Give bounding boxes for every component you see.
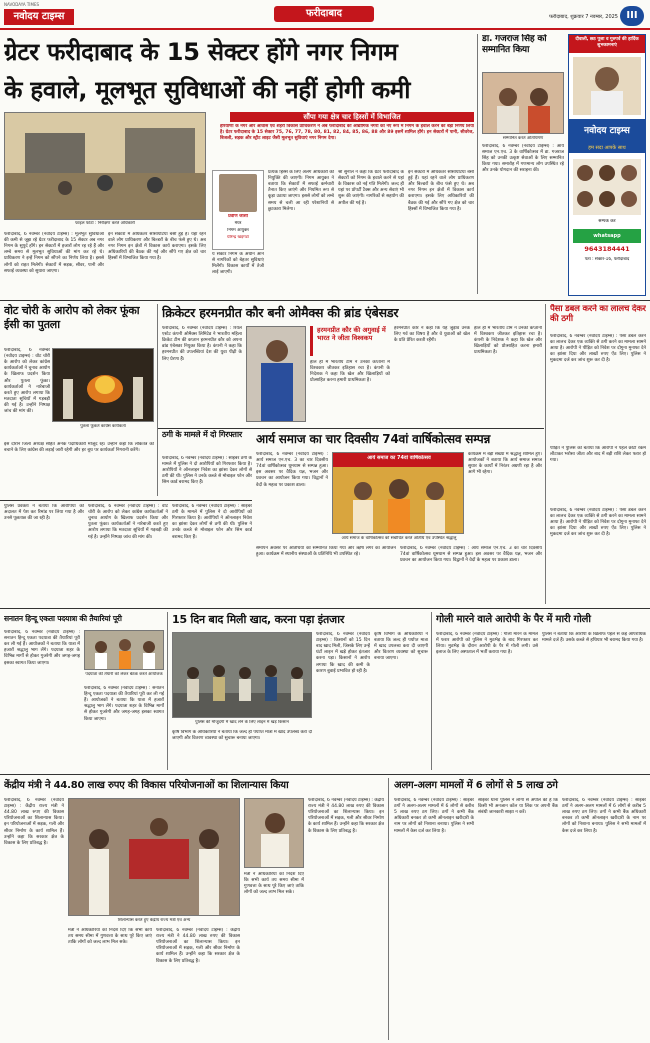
fraud-arrest-text2: पुलिस प्रवक्ता ने बताया कि आरोपियों को अदालत में पेश कर रिमांड पर लिया गया है और उनसे पूछताछ की जा रही है। <box>4 504 84 522</box>
arya-headline: आर्य समाज का चार दिवसीय 74वां वार्षिकोत्सव सम्पन्न <box>256 432 491 446</box>
arya-text: फरीदाबाद, 6 नवम्बर (नवोदय टाइम्स) : आर्य समाज एन.एच. 3 का चार दिवसीय 74वां वार्षिकोत्सव धूमधाम से सम्पन्न हुआ। इस अवसर पर वैदिक यज्ञ, भजन और प्रवचन का आयोजन किया गया। विद्वानों ने वेदों के महत्व पर प्रकाश डाला। <box>256 452 328 488</box>
arya-text2: कार्यक्रम में बड़ी संख्या में श्रद्धालु शामिल हुए। आयोजकों ने बताया कि आर्य समाज समाज सुधार के कार्यों में निरंतर अग्रणी रहा है और आगे भी रहेगा। <box>468 452 542 476</box>
shooting-text: फरीदाबाद, 6 नवम्बर (नवोदय टाइम्स) : गोली मारने के मामले में फरार आरोपी को पुलिस ने मुठभेड़ के बाद गिरफ्तार कर लिया। मुठभेड़ के दौरान आरोपी के पैर में गोली लगी। उसे इलाज के लिए अस्पताल में भर्ती कराया गया है। <box>436 632 538 656</box>
whatsapp-label: whatsapp <box>593 233 621 239</box>
cricket-text2: हाल ही में भारतीय टीम ने उनकी कप्तानी में विश्वकप जीतकर इतिहास रचा है। कंपनी के निदेशक ने कहा कि खेल और खिलाड़ियों को प्रोत्साहित करना हमारी प्राथमिकता है। <box>310 360 390 384</box>
ad-photo <box>573 57 641 115</box>
protest-headline: वोट चोरी के आरोप को लेकर फूंका ईसी का पुतला <box>4 304 140 331</box>
fraud-arrest-headline: ठगी के मामले में दो गिरफ्तार <box>162 430 242 439</box>
mayor-quote: ये सेक्टर निगम के अधीन आने से नागरिकों को बेहतर सुविधाएं मिलेंगी। विकास कार्यों में तेजी लाई जाएगी। <box>212 252 264 276</box>
fraud-top-headline: पैसा डबल करने का लालच देकर की ठगी <box>550 304 646 324</box>
fertilizer-text2: कृषि विभाग के अधिकारियों ने बताया कि जल्द ही पर्याप्त मात्रा में खाद उपलब्ध करा दी जाएगी और वितरण व्यवस्था को सुचारू बनाया जाएगा। <box>374 632 428 662</box>
ad-box <box>568 34 646 296</box>
lead-photo-graphic <box>5 113 206 220</box>
minister-text5: फरीदाबाद, 6 नवम्बर (नवोदय टाइम्स) : केंद्रीय राज्य मंत्री ने 44.80 लाख रुपए की विकास परियोजनाओं का शिलान्यास किया। इन परियोजनाओं में सड़क, गली और सीवर निर्माण के कार्य शामिल हैं। उन्होंने कहा कि सरकार क्षेत्र के विकास के लिए प्रतिबद्ध है। <box>308 798 384 834</box>
sanatan-headline: सनातन हिन्दू एकता पदयात्रा की तैयारियां पूरी <box>4 614 122 623</box>
honor-photo <box>482 72 564 134</box>
lead-col3: प्रत्येक हिस्से के लिए अलग अधिकारी की नियुक्ति की जाएगी। निगम आयुक्त ने बताया कि सेक्टरों में सफाई कर्मचारी तैनात किए जाएंगे और नियमित रूप से कूड़ा उठाया जाएगा। इससे लोगों को लम्बे समय से चली आ रही परेशानियों से छुटकारा मिलेगा। <box>268 170 334 212</box>
lead-photo-caption: फाइल फोटो : निरीक्षण करते अधिकारी <box>75 221 135 226</box>
minister-text2: मंत्री ने अधिकारियों को निर्देश दिए कि सभी कार्य तय समय सीमा में गुणवत्ता के साथ पूरे किए जाएं ताकि लोगों को जल्द लाभ मिल सके। <box>68 928 152 946</box>
cricket-text4: हाल ही में भारतीय टीम ने उनकी कप्तानी में विश्वकप जीतकर इतिहास रचा है। कंपनी के निदेशक ने कहा कि खेल और खिलाड़ियों को प्रोत्साहित करना हमारी प्राथमिकता है। <box>474 326 542 356</box>
minister-text4: मंत्री ने अधिकारियों को निर्देश दिए कि सभी कार्य तय समय सीमा में गुणवत्ता के साथ पूरे किए जाएं ताकि लोगों को जल्द लाभ मिल सके। <box>244 872 304 896</box>
cricket-text3: हरमनप्रीत कौर ने कहा कि यह जुड़ाव उनके लिए गर्व का विषय है और वे युवाओं को खेल के प्रति प्रेरित करती रहेंगी। <box>394 326 470 344</box>
arya-photo <box>332 452 464 534</box>
cricket-headline: क्रिकेटर हरमनप्रीत कौर बनी ओमैक्स की ब्रांड एंबेसडर <box>162 305 399 320</box>
ad-photos-row <box>573 159 641 215</box>
fraud-top-text3: फरीदाबाद, 6 नवम्बर (नवोदय टाइम्स) : पैसा डबल करने का लालच देकर एक व्यक्ति से ठगी करने का मामला सामने आया है। आरोपी ने पीड़ित को निवेश पर दोगुना मुनाफा देने का झांसा दिया और लाखों रुपए ऐंठ लिए। पुलिस ने मुकदमा दर्ज कर जांच शुरू कर दी है। <box>550 508 646 538</box>
fraud-top-text: फरीदाबाद, 6 नवम्बर (नवोदय टाइम्स) : पैसा डबल करने का लालच देकर एक व्यक्ति से ठगी करने का मामला सामने आया है। आरोपी ने पीड़ित को निवेश पर दोगुना मुनाफा देने का झांसा दिया और लाखों रुपए ऐंठ लिए। पुलिस ने मुकदमा दर्ज कर जांच शुरू कर दी है। <box>550 334 646 364</box>
minister-text: फरीदाबाद, 6 नवम्बर (नवोदय टाइम्स) : केंद्रीय राज्य मंत्री ने 44.80 लाख रुपए की विकास परियोजनाओं का शिलान्यास किया। इन परियोजनाओं में सड़क, गली और सीवर निर्माण के कार्य शामिल हैं। उन्होंने कहा कि सरकार क्षेत्र के विकास के लिए प्रतिबद्ध है। <box>4 798 64 846</box>
sanatan-photo <box>84 630 164 670</box>
sanatan-photo-graphic <box>85 631 164 670</box>
minister-caption: शिलान्यास करते हुए केंद्रीय राज्य मंत्री एवं अन्य <box>117 918 191 923</box>
lead-col5: इन सेक्टरों में अधिकतर सोसायटियां बसी हुई हैं। यहां रहने वाले लोग प्राधिकरण और बिल्डरों के बीच फंसे हुए थे। अब नगर निगम इन क्षेत्रों में विकास कार्य कराएगा। इसके लिए अधिकारियों की बैठक की गई और सौंपे गए क्षेत्र को चार हिस्सों में विभाजित किया गया है। <box>408 170 474 212</box>
minister-photo-graphic <box>69 799 240 916</box>
cases-text2: साइबर थाना पुलिस ने लोगों से अपील की है कि किसी भी अनजान कॉल या लिंक पर अपनी बैंक संबंधी जानकारी साझा न करें। <box>478 798 558 816</box>
ad-top: दीवाली, छठ पूजा व गुरुपर्व की हार्दिक शुभकामनाएं <box>569 35 645 53</box>
cases-text: फरीदाबाद, 6 नवम्बर (नवोदय टाइम्स) : साइबर ठगों ने अलग-अलग मामलों में 6 लोगों से करीब 5 लाख रुपए ठग लिए। ठगों ने कभी बैंक अधिकारी बनकर तो कभी ऑनलाइन खरीदारी के नाम पर लोगों को निशाना बनाया। पुलिस ने सभी मामलों में केस दर्ज कर लिया है। <box>394 798 474 834</box>
fertilizer-photo-graphic <box>173 633 312 718</box>
ad-line1: सम्पर्क करें <box>598 219 616 224</box>
fertilizer-headline: 15 दिन बाद मिली खाद, करना पड़ा इंतजार <box>172 613 345 626</box>
fraud-arrest-text: फरीदाबाद, 6 नवम्बर (नवोदय टाइम्स) : साइबर ठगी के मामले में पुलिस ने दो आरोपियों को गिरफ्तार किया है। आरोपियों ने ऑनलाइन निवेश का झांसा देकर लोगों से ठगी की थी। पुलिस ने उनके कब्जे से मोबाइल फोन और सिम कार्ड बरामद किए हैं। <box>162 456 252 486</box>
fertilizer-caption: पुलिस की मौजूदगी में खाद लेने के लिए लाइन में खड़े किसान <box>195 720 289 725</box>
lead-photo <box>4 112 206 220</box>
honor-text: फरीदाबाद, 6 नवम्बर (नवोदय टाइम्स) : आर्य समाज एन.एच. 3 के वार्षिकोत्सव में डा. गजराज सिंह को उनकी उत्कृष्ट सेवाओं के लिए सम्मानित किया गया। समारोह में गणमान्य लोग उपस्थित रहे और उनके योगदान की सराहना की। <box>482 144 564 174</box>
page-number: III <box>620 6 644 26</box>
lead-intro: हरियाणा के नगर और आवास एवं शहरी विकास प्राधिकरण ने अब फरीदाबाद की औद्योगिक नगरी को नए रूप में निगम के हवाले करने का बड़ा निर्णय लिया है। ग्रेटर फरीदाबाद के 15 सेक्टर 75, 76, 77, 78, 80, 81, 82, 84, 85, 86, 88 और 89 इसमें शामिल होंगे। इन सेक्टरों में पानी, सीवरेज, बिजली, सड़क और स्ट्रीट लाइट जैसी मूलभूत सुविधाएं नगर निगम देगा। <box>220 124 474 142</box>
fertilizer-photo <box>172 632 312 718</box>
mayor-label: निगम आयुक्त <box>227 228 249 233</box>
masthead-sub: NAVODAYA TIMES <box>4 2 40 7</box>
ad-photos-graphic <box>573 159 641 215</box>
fertilizer-text: फरीदाबाद, 6 नवम्बर (नवोदय टाइम्स) : किसानों को 15 दिन बाद खाद मिली, जिसके लिए उन्हें घंटों लाइन में खड़े होकर इंतजार करना पड़ा। किसानों ने आरोप लगाया कि खाद की कमी के कारण बुवाई प्रभावित हो रही है। <box>316 632 370 674</box>
protest-text: फरीदाबाद, 6 नवम्बर (नवोदय टाइम्स) : वोट चोरी के आरोप को लेकर कांग्रेस कार्यकर्ताओं ने चुनाव आयोग के खिलाफ प्रदर्शन किया और पुतला फूंका। कार्यकर्ताओं ने नारेबाजी करते हुए आरोप लगाया कि मतदाता सूचियों में गड़बड़ी की गई है। उन्होंने निष्पक्ष जांच की मांग की। <box>4 348 50 415</box>
lead-headline-1: ग्रेटर फरीदाबाद के 15 सेक्टर होंगे नगर निगम <box>4 38 398 66</box>
cricket-text: फरीदाबाद, 6 नवम्बर (नवोदय टाइम्स) : रियल एस्टेट कंपनी ओमैक्स लिमिटेड ने भारतीय महिला क्रिकेट टीम की कप्तान हरमनप्रीत कौर को अपना ब्रांड एंबेसडर नियुक्त किया है। कंपनी ने कहा कि हरमनप्रीत की उपलब्धियां देश की युवा पीढ़ी के लिए प्रेरणा हैं। <box>162 326 242 362</box>
arya-text4: फरीदाबाद, 6 नवम्बर (नवोदय टाइम्स) : आर्य समाज एन.एच. 3 का चार दिवसीय 74वां वार्षिकोत्सव धूमधाम से सम्पन्न हुआ। इस अवसर पर वैदिक यज्ञ, भजन और प्रवचन का आयोजन किया गया। विद्वानों ने वेदों के महत्व पर प्रकाश डाला। <box>400 546 542 564</box>
masthead-logo: नवोदय टाइम्स <box>4 9 74 25</box>
sanatan-text2: फरीदाबाद, 6 नवम्बर (नवोदय टाइम्स) : सनातन हिन्दू एकता पदयात्रा की तैयारियां पूरी कर ली गई हैं। आयोजकों ने बताया कि यात्रा में हजारों श्रद्धालु भाग लेंगे। पदयात्रा शहर के विभिन्न मार्गों से होकर गुजरेगी और जगह-जगह इसका स्वागत किया जाएगा। <box>84 686 164 722</box>
ad-tagline: हम सदा आपके साथ <box>569 143 645 153</box>
honor-headline: डा. गजराज सिंह को सम्मानित किया <box>482 34 547 55</box>
protest-photo <box>52 348 154 422</box>
ad-phone[interactable]: 9643184441 <box>584 245 630 253</box>
minister-photo <box>68 798 240 916</box>
cricket-photo-graphic <box>247 327 306 422</box>
sanatan-text: फरीदाबाद, 6 नवम्बर (नवोदय टाइम्स) : सनातन हिन्दू एकता पदयात्रा की तैयारियां पूरी कर ली गई हैं। आयोजकों ने बताया कि यात्रा में हजारों श्रद्धालु भाग लेंगे। पदयात्रा शहर के विभिन्न मार्गों से होकर गुजरेगी और जगह-जगह इसका स्वागत किया जाएगा। <box>4 630 80 666</box>
ad-photo-graphic <box>573 57 641 115</box>
quote-name: धीरेन्द्र खड़गटा <box>227 235 249 240</box>
sanatan-caption: पदयात्रा की तैयारी को लेकर बैठक करते आयोजक <box>85 672 163 677</box>
minister-photo-2 <box>244 798 304 868</box>
ad-whatsapp[interactable] <box>573 229 641 243</box>
mayor-box <box>212 170 264 250</box>
cricket-photo <box>246 326 306 422</box>
arya-banner: आर्य समाज का 74वां वार्षिकोत्सव <box>367 455 431 461</box>
shooting-text2: पुलिस ने बताया कि आरोपी के खिलाफ पहले से कई आपराधिक मामले दर्ज हैं। उसके कब्जे से हथियार भी बरामद किया गया है। <box>542 632 646 644</box>
honor-photo-graphic <box>483 73 564 134</box>
protest-photo-graphic <box>53 349 154 422</box>
lead-headline-2: के हवाले, मूलभूत सुविधाओं की नहीं होगी कमी <box>4 76 411 104</box>
arya-caption: आर्य समाज के वार्षिकोत्सव को संबोधित करते अतिथि एवं उपस्थित श्रद्धालु <box>341 536 457 541</box>
fertilizer-text3: कृषि विभाग के अधिकारियों ने बताया कि जल्द ही पर्याप्त मात्रा में खाद उपलब्ध करा दी जाएगी और वितरण व्यवस्था को सुचारू बनाया जाएगा। <box>172 730 312 742</box>
section-title: फरीदाबाद <box>274 6 374 22</box>
mayor-role: मेयर <box>234 221 242 226</box>
protest-caption: पुतला फूंकते कांग्रेस कार्यकर्ता <box>80 424 126 429</box>
lead-col4: श्री सुनील ने कहा कि ग्रेटर फरीदाबाद के सेक्टरों को निगम के हवाले करने से यहां के विकास को नई गति मिलेगी। जल्द ही यहां पर प्रॉपर्टी टैक्स और अन्य सेवाएं भी शुरू की जाएंगी। नागरिकों से सहयोग की अपील की गई है। <box>338 170 404 206</box>
mayor-name: प्रवीण जोशी <box>228 214 248 219</box>
cases-headline: अलग-अलग मामलों में 6 लोगों से 5 लाख ठगे <box>394 780 558 791</box>
fraud-top-text2: पीड़ित ने पुलिस को बताया कि आरोपी ने पहले छोटी रकम लौटाकर भरोसा जीता और बाद में बड़ी राशि लेकर फरार हो गया। <box>550 446 646 464</box>
dateline: फरीदाबाद, शुक्रवार 7 नवम्बर, 2025 <box>549 14 618 20</box>
protest-text3: फरीदाबाद, 6 नवम्बर (नवोदय टाइम्स) : वोट चोरी के आरोप को लेकर कांग्रेस कार्यकर्ताओं ने चुनाव आयोग के खिलाफ प्रदर्शन किया और पुतला फूंका। कार्यकर्ताओं ने नारेबाजी करते हुए आरोप लगाया कि मतदाता सूचियों में गड़बड़ी की गई है। उन्होंने निष्पक्ष जांच की मांग की। <box>88 504 168 540</box>
cases-text3: फरीदाबाद, 6 नवम्बर (नवोदय टाइम्स) : साइबर ठगों ने अलग-अलग मामलों में 6 लोगों से करीब 5 लाख रुपए ठग लिए। ठगों ने कभी बैंक अधिकारी बनकर तो कभी ऑनलाइन खरीदारी के नाम पर लोगों को निशाना बनाया। पुलिस ने सभी मामलों में केस दर्ज कर लिया है। <box>562 798 646 834</box>
shooting-headline: गोली मारने वाले आरोपी के पैर में मारी गोली <box>436 614 591 625</box>
honor-caption: सम्मानित करते अतिथिगण <box>502 136 544 141</box>
masthead-bar <box>0 0 650 30</box>
lead-subhead: सौंपा गया क्षेत्र चार हिस्सों में विभाजित <box>230 112 474 122</box>
lead-col2: इन सेक्टरों में अधिकतर सोसायटियां बसी हुई हैं। यहां रहने वाले लोग प्राधिकरण और बिल्डरों के बीच फंसे हुए थे। अब नगर निगम इन क्षेत्रों में विकास कार्य कराएगा। इसके लिए अधिकारियों की बैठक की गई और सौंपे गए क्षेत्र को चार हिस्सों में विभाजित किया गया है। <box>108 232 206 262</box>
minister-photo-2-graphic <box>245 799 304 868</box>
minister-headline: केंद्रीय मंत्री ने 44.80 लाख रुपए की विकास परियोजनाओं का शिलान्यास किया <box>4 780 289 791</box>
arya-photo-graphic <box>333 453 464 534</box>
mayor-photo <box>219 174 257 212</box>
cricket-pullquote: हरमनप्रीत कौर की अगुवाई में भारत ने जीता विश्वकप <box>310 326 390 356</box>
minister-text3: फरीदाबाद, 6 नवम्बर (नवोदय टाइम्स) : केंद्रीय राज्य मंत्री ने 44.80 लाख रुपए की विकास परियोजनाओं का शिलान्यास किया। इन परियोजनाओं में सड़क, गली और सीवर निर्माण के कार्य शामिल हैं। उन्होंने कहा कि सरकार क्षेत्र के विकास के लिए प्रतिबद्ध है। <box>156 928 240 964</box>
fraud-arrest-text3: फरीदाबाद, 6 नवम्बर (नवोदय टाइम्स) : साइबर ठगी के मामले में पुलिस ने दो आरोपियों को गिरफ्तार किया है। आरोपियों ने ऑनलाइन निवेश का झांसा देकर लोगों से ठगी की थी। पुलिस ने उनके कब्जे से मोबाइल फोन और सिम कार्ड बरामद किए हैं। <box>172 504 252 540</box>
arya-text3: समापन अवसर पर अतिथियों को सम्मानित किया गया और ऋषि लंगर का आयोजन हुआ। कार्यक्रम में स्थानीय संस्थाओं के प्रतिनिधि भी उपस्थित रहे। <box>256 546 396 558</box>
protest-text2: इस दौरान जिला अध्यक्ष सहित अनेक पदाधिकारी मौजूद रहे। उन्होंने कहा कि लोकतंत्र को बचाने के लिए कांग्रेस की लड़ाई जारी रहेगी और हर बूथ पर कार्यकर्ता निगरानी करेंगे। <box>4 442 154 454</box>
ad-address: पता : सेक्टर-16, फरीदाबाद <box>584 257 630 262</box>
lead-col1: फरीदाबाद, 6 नवम्बर (नवोदय टाइम्स) : मूलभूत सुविधाओं की कमी से जूझ रहे ग्रेटर फरीदाबाद के 15 सेक्टर अब नगर निगम के सुपुर्द होंगे। इन सेक्टरों में हजारों लोग रह रहे हैं और लम्बे समय से मूलभूत सुविधाओं की मांग कर रहे थे। प्राधिकरण ने इन्हें निगम को सौंपने का निर्णय लिया है। इससे लोगों को राहत मिलेगी। सेक्टरों में सड़क, सीवर, पानी और सफाई व्यवस्था को सुधारा जाएगा। <box>4 232 104 274</box>
ad-brand: नवोदय टाइम्स <box>569 119 645 143</box>
